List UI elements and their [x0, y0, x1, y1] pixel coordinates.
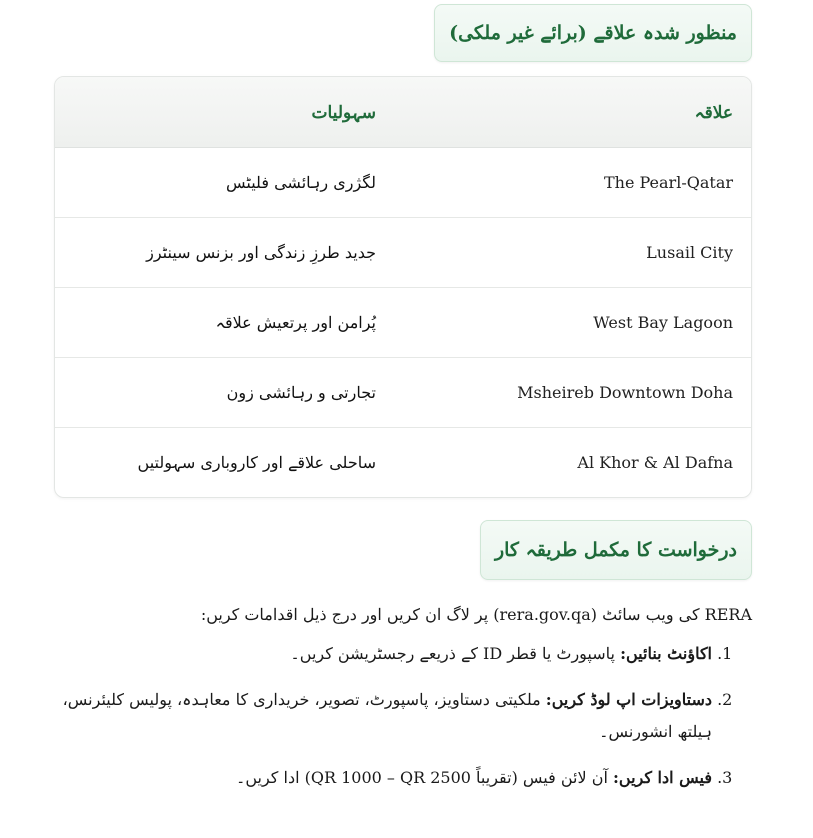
facilities-cell: پُرامن اور پرتعیش علاقہ — [55, 288, 394, 358]
facilities-cell: ساحلی علاقے اور کاروباری سہولتیں — [137, 453, 376, 472]
list-item — [54, 684, 712, 748]
area-cell: Al Khor & Al Dafna — [577, 453, 733, 472]
area-cell: West Bay Lagoon — [394, 288, 751, 358]
list-item — [54, 762, 712, 794]
facilities-cell: لگژری رہائشی فلیٹس — [55, 148, 394, 218]
facilities-cell: تجارتی و رہائشی زون — [55, 358, 394, 428]
list-item — [54, 638, 712, 670]
table-row — [55, 288, 751, 358]
facilities-cell: جدید طرزِ زندگی اور بزنس سینٹرز — [55, 218, 394, 288]
table-row — [55, 148, 751, 218]
step-title: اکاؤنٹ بنائیں: — [620, 644, 712, 663]
table-row — [55, 218, 751, 288]
column-header-area: علاقہ — [394, 77, 751, 148]
table-row — [55, 358, 751, 428]
approved-areas-table — [54, 76, 752, 498]
step-text: ملکیتی دستاویز، پاسپورٹ، تصویر، خریداری کا معاہدہ، پولیس کلیئرنس، ہیلتھ انشورنس۔ — [62, 690, 712, 741]
column-header-facilities: سہولیات — [55, 77, 394, 148]
section-heading-application-process: درخواست کا مکمل طریقہ کار — [480, 520, 752, 580]
area-cell: The Pearl-Qatar — [394, 148, 751, 218]
step-title: فیس ادا کریں: — [612, 768, 712, 787]
intro-paragraph: RERA کی ویب سائٹ (rera.gov.qa) پر لاگ ان کریں اور درج ذیل اقدامات کریں: — [200, 605, 752, 624]
step-title: دستاویزات اپ لوڈ کریں: — [545, 690, 712, 709]
area-cell: Msheireb Downtown Doha — [394, 358, 751, 428]
content — [54, 0, 752, 808]
step-text: پاسپورٹ یا قطر ID کے ذریعے رجسٹریشن کریں۔ — [290, 644, 621, 663]
area-cell: Lusail City — [394, 218, 751, 288]
steps-list — [54, 638, 752, 794]
table-header-row — [55, 77, 751, 148]
step-text: آن لائن فیس (تقریباً QR 1000 – QR 2500) ادا کریں۔ — [235, 768, 613, 787]
section-heading-approved-areas: منظور شدہ علاقے (برائے غیر ملکی) — [434, 4, 752, 62]
table-row — [55, 428, 751, 497]
